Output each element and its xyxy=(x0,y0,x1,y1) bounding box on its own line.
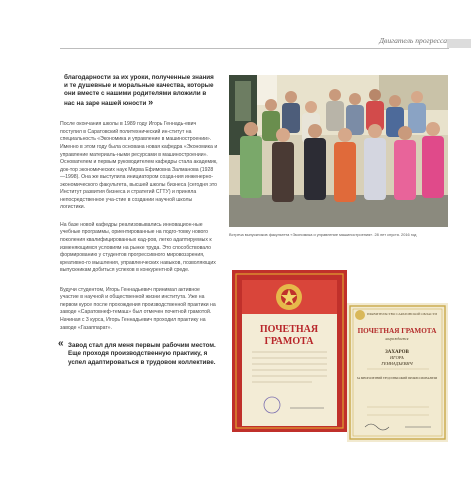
diploma-yellow-title: ПОЧЕТНАЯ ГРАМОТА xyxy=(357,327,437,335)
diploma-red-title-2: ГРАМОТА xyxy=(264,336,314,347)
diploma-yellow-org: ПРАВИТЕЛЬСТВО САРАТОВСКОЙ ОБЛАСТИ xyxy=(367,312,437,316)
paragraph-1: После окончания школы в 1989 году Игорь Геннадь-евич поступил в Саратовский политехнический ин-ститут на специальность «Экономика и управление в машиностроении». Именно в этом году была основана новая кафедра «Экономика и управление материаль-ными ресурсами в машиностроении». Основателем и первым руководителем кафедры стала академик, док-тор экономических наук Мирва Ефимовна Залманова (1928—1998). Она же выступила инициатором созда-ния инженерно-экономического факультета, высшей школы бизнеса (сегодня это Институт развития бизнеса и стратегий СГТУ) и приняла непосредственное уча-стие в создании научной школы логистики. xyxy=(60,121,218,211)
paragraph-3: Будучи студентом, Игорь Геннадьевич принимал активное участие в научной и общественной жизни института. Уже на первом курсе после прохождения производственной практики на заводе «Саратовнеф-темаш» был отмечен почетной грамотой. Начиная с 3 курса, Игорь Геннадьевич проходил практику на заводе «Газаппарат». xyxy=(60,286,216,331)
diploma-yellow xyxy=(347,303,448,442)
text-column xyxy=(60,74,218,367)
group-photo xyxy=(229,75,448,227)
diploma-yellow-name-1: ЗАХАРОВ xyxy=(385,350,409,355)
pull-quote-bottom xyxy=(58,338,218,367)
diploma-yellow-subtitle: награждается xyxy=(385,337,409,341)
diploma-yellow-reason: ЗА МНОГОЛЕТНИЙ ТРУД И ВЫСОКИЙ ПРОФЕССИОНАЛИЗМ xyxy=(356,377,438,380)
quote-mark-close: » xyxy=(148,97,154,108)
header-rule xyxy=(60,48,449,49)
diploma-red xyxy=(232,270,347,432)
photo-caption: Встреча выпускников факультета «Экономика и управление машиностроения». 28 лет спустя. 2016 год xyxy=(229,232,417,237)
diploma-red-image xyxy=(232,270,347,432)
pull-quote-bottom-text: Завод стал для меня первым рабочим местом. Еще проходя производственную практику, я успел адаптироваться в трудовом коллективе. xyxy=(68,342,216,366)
header-tab xyxy=(447,39,471,48)
group-photo-image xyxy=(229,75,448,227)
diploma-red-title-1: ПОЧЕТНАЯ xyxy=(259,324,319,335)
pull-quote-top-text: благодарности за их уроки, полученные знания и те душевные и моральные качества, которые они вместе с нашими родителями вложили в нас на заре нашей юности xyxy=(64,74,214,108)
paragraph-2: На базе новой кафедры реализовывались инновацион-ные учебные программы, ориентированные на подго-товку нового поколения квалифицированных кад-ров, легко адаптируемых к изменяющимся условиям на рынке труда. Это способствовало формированию у студентов прогрессивного мировоззрения, креативно-го мышления, управленческих навыков, позволяющих выпускникам добиться успехов в конкурентной среде. xyxy=(60,221,216,274)
pull-quote-top xyxy=(60,74,218,108)
diploma-yellow-image xyxy=(347,303,448,442)
running-header-title: Двигатель прогресса xyxy=(379,36,447,45)
diploma-yellow-name-2: ИГОРЬ xyxy=(389,355,405,360)
quote-mark-open: « xyxy=(58,338,64,350)
diploma-yellow-name-3: ГЕННАДЬЕВИЧ xyxy=(381,361,413,366)
